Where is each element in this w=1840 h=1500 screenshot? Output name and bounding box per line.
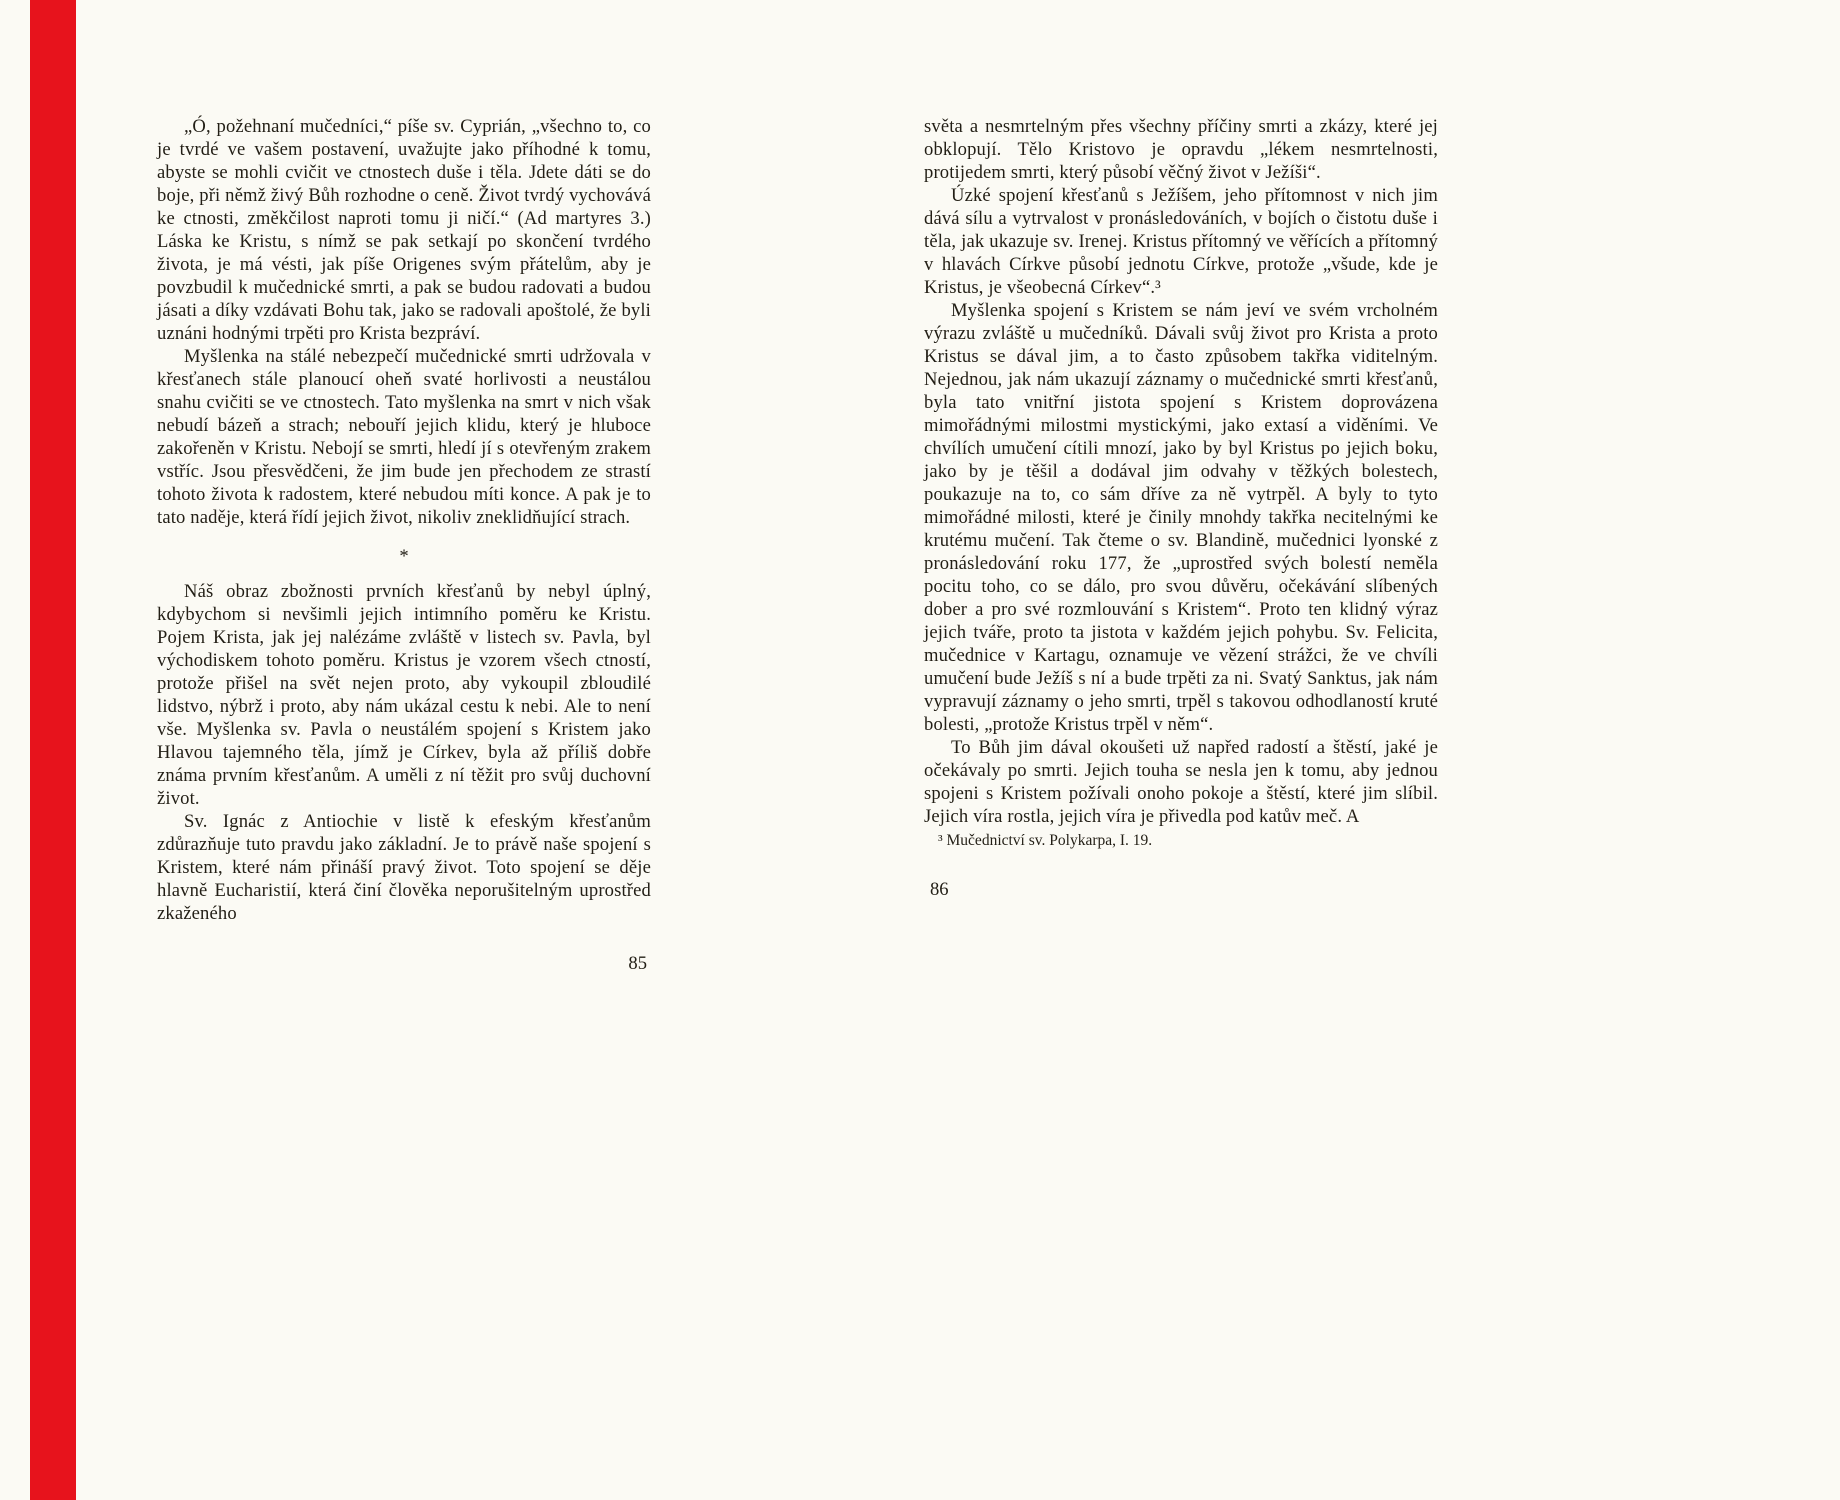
- paragraph: Myšlenka spojení s Kristem se nám jeví ve svém vrcholném výrazu zvláště u mučedníků. Dávali svůj život pro Krista a proto Kristus se dával jim, a to často způsobem takřka viditelným. Nejednou, jak nám ukazují záznamy o mučednické smrti křesťanů, byla tato vnitřní jistota spojení s Kristem doprovázena mimořádnými milostmi mystickými, jako extasí a viděními. Ve chvílích umučení cítili mnozí, jako by byl Kristus po jejich boku, jako by je těšil a dodával jim odvahy v těžkých bolestech, poukazuje na to, co sám dříve za ně vytrpěl. A byly to tyto mimořádné milosti, které je činily mnohdy takřka necitelnými ke krutému mučení. Tak čteme o sv. Blandině, mučednici lyonské z pronásledování roku 177, že „uprostřed svých bolestí neměla pocitu toho, co se dálo, pro svou důvěru, očekávání slíbených dober a pro své rozmlouvání s Kristem“. Proto ten klidný výraz jejich tváře, proto ta jistota v každém jejich pohybu. Sv. Felicita, mučednice v Kartagu, oznamuje ve vězení strážci, že ve chvíli umučení bude Ježíš s ní a bude trpěti za ni. Svatý Sanktus, jak nám vypravují záznamy o jeho smrti, trpěl s takovou odhodlaností kruté bolesti, „protože Kristus trpěl v něm“.: [924, 300, 1438, 735]
- paragraph: světa a nesmrtelným přes všechny příčiny smrti a zkázy, které jej obklopují. Tělo Kristovo je opravdu „lékem nesmrtelnosti, protijedem smrti, který působí věčný život v Ježíši“.: [924, 116, 1438, 183]
- paragraph: Úzké spojení křesťanů s Ježíšem, jeho přítomnost v nich jim dává sílu a vytrvalost v pronásledováních, v bojích o čistotu duše i těla, jak ukazuje sv. Irenej. Kristus přítomný ve věřících a přítomný v hlavách Církve působí jednotu Církve, protože „všude, kde je Kristus, je všeobecná Církev“.³: [924, 185, 1438, 298]
- paragraph: Myšlenka na stálé nebezpečí mučednické smrti udržovala v křesťanech stále planoucí oheň svaté horlivosti a neustálou snahu cvičiti se ve ctnostech. Tato myšlenka na smrt v nich však nebudí bázeň a strach; nebouří jejich klidu, který je hluboce zakořeněn v Kristu. Nebojí se smrti, hledí jí s otevřeným zrakem vstříc. Jsou přesvědčeni, že jim bude jen přechodem ze strastí tohoto života k radostem, které nebudou míti konce. A pak je to tato naděje, která řídí jejich život, nikoliv zneklidňující strach.: [157, 346, 651, 528]
- left-edge-red-strip: [30, 0, 76, 1500]
- paragraph: Sv. Ignác z Antiochie v listě k efeským křesťanům zdůrazňuje tuto pravdu jako základní. Je to právě naše spojení s Kristem, které nám přináší pravý život. Toto spojení se děje hlavně Eucharistií, která činí člověka neporušitelným uprostřed zkaženého: [157, 811, 651, 924]
- paragraph: „Ó, požehnaní mučedníci,“ píše sv. Cyprián, „všechno to, co je tvrdé ve vašem postavení, uvažujte jako příhodné k tomu, abyste se mohli cvičit ve ctnostech duše i těla. Jdete dáti se do boje, při němž živý Bůh rozhodne o ceně. Život tvrdý vychovává ke ctnosti, změkčilost naproti tomu ji ničí.“ (Ad martyres 3.) Láska ke Kristu, s nímž se pak setkají po skončení tvrdého života, je má vésti, jak píše Origenes svým přátelům, aby je povzbudil k mučednické smrti, a pak se budou radovati a budou jásati a díky vzdávati Bohu tak, jako se radovali apoštolé, že byli uznáni hodnými trpěti pro Krista bezpráví.: [157, 116, 651, 344]
- paragraph: To Bůh jim dával okoušeti už napřed radostí a štěstí, jaké je očekávaly po smrti. Jejich touha se nesla jen k tomu, aby jednou spojeni s Kristem požívali onoho pokoje a štěstí, které jim slíbil. Jejich víra rostla, jejich víra je přivedla pod katův meč. A: [924, 737, 1438, 827]
- page-number-right: 86: [930, 879, 949, 900]
- page-number-left: 85: [628, 953, 647, 974]
- section-separator-asterisk: *: [399, 546, 409, 567]
- page-right: [924, 115, 1438, 901]
- page-left-text: [157, 115, 651, 925]
- page-left: [157, 115, 651, 975]
- paragraph: Náš obraz zbožnosti prvních křesťanů by nebyl úplný, kdybychom si nevšimli jejich intimního poměru ke Kristu. Pojem Krista, jak jej nalézáme zvláště v listech sv. Pavla, byl východiskem tohoto poměru. Kristus je vzorem všech ctností, protože přišel na svět nejen proto, aby vykoupil zbloudilé lidstvo, nýbrž i proto, aby nám ukázal cestu k nebi. Ale to není vše. Myšlenka sv. Pavla o neustálém spojení s Kristem jako Hlavou tajemného těla, jímž je Církev, byla až příliš dobře známa prvním křesťanům. A uměli z ní těžit pro svůj duchovní život.: [157, 581, 651, 809]
- footnote: ³ Mučednictví sv. Polykarpa, I. 19.: [938, 832, 1153, 849]
- page-right-text: [924, 115, 1438, 851]
